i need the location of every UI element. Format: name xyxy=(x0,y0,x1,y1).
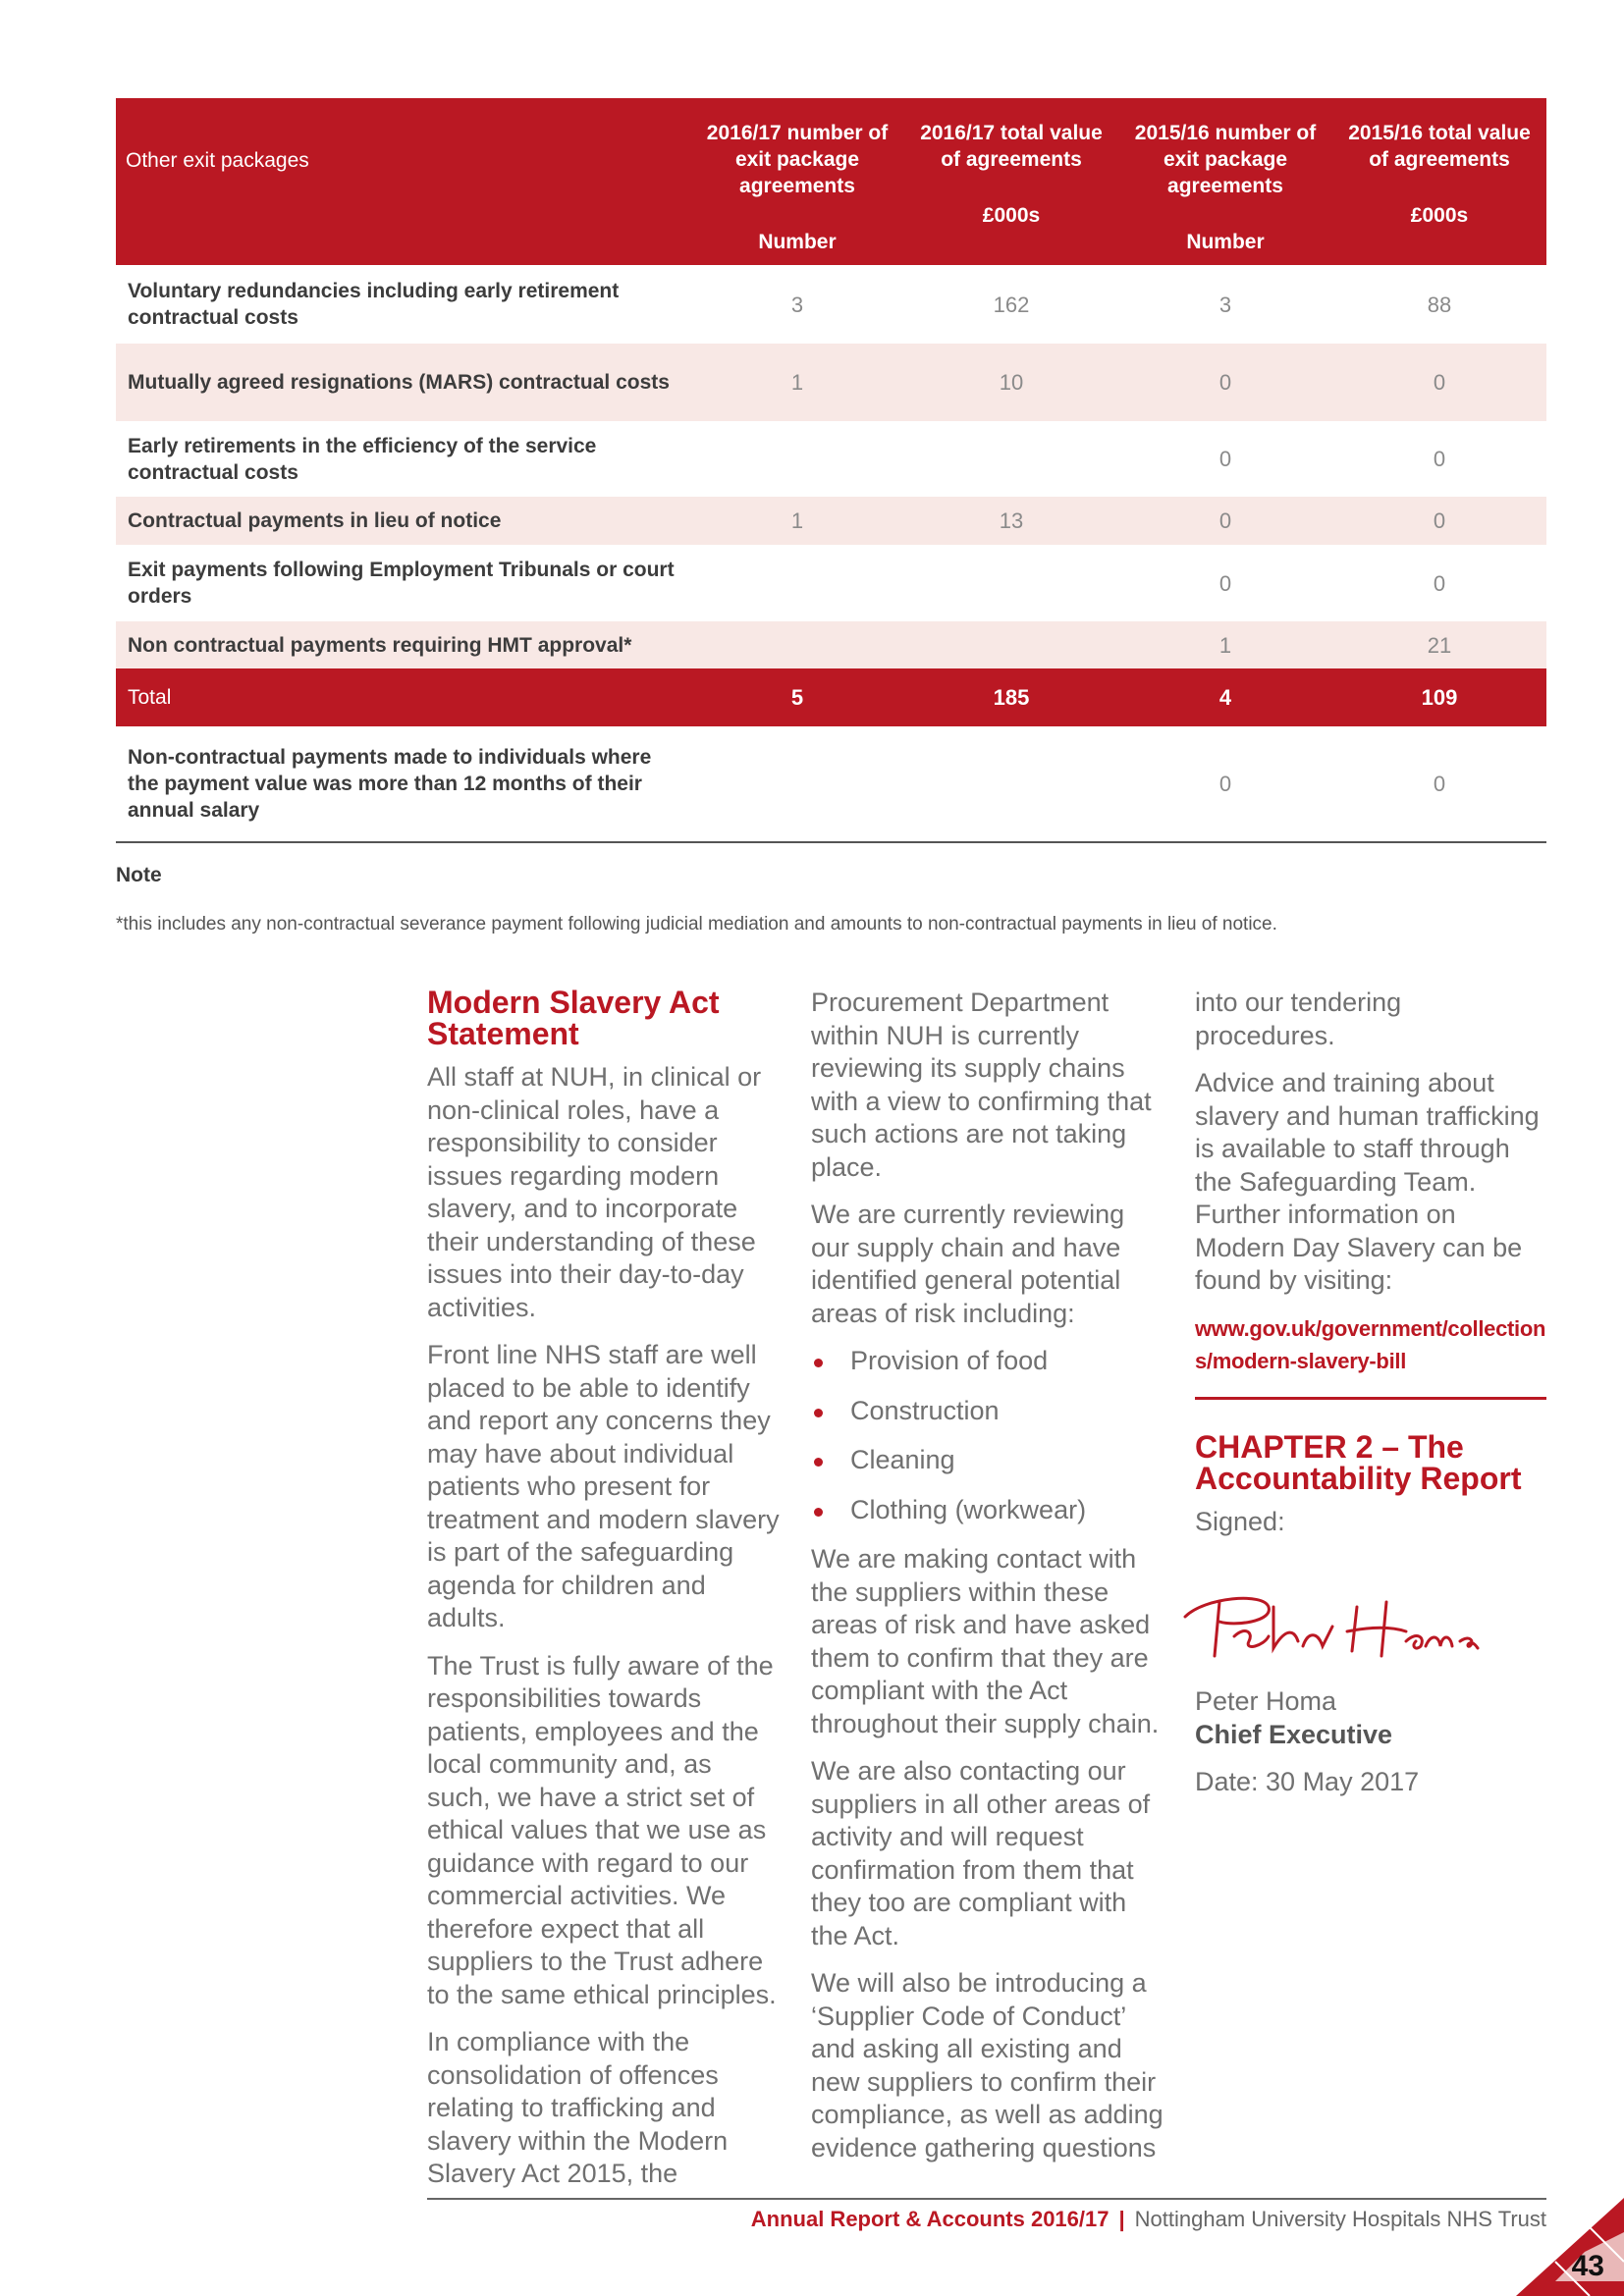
article-column-3 xyxy=(1195,987,1546,1814)
chapter-title: CHAPTER 2 – The Accountability Report xyxy=(1195,1428,1522,1496)
article-title: Modern Slavery Act Statement xyxy=(427,985,720,1051)
list-item: Construction xyxy=(811,1395,1166,1428)
article-column-1 xyxy=(427,987,781,2206)
paragraph: Front line NHS staff are well placed to be able to identify and report any concerns they may have about individual patients who present for treatment and modern slavery is part of the safeguarding agenda for children and adults. xyxy=(427,1340,780,1632)
paragraph: Procurement Department within NUH is currently reviewing its supply chains with a view to confirming that such actions are not taking place. xyxy=(811,988,1152,1182)
row-label: Total xyxy=(116,668,690,726)
row-value: 13 xyxy=(904,497,1118,545)
row-value xyxy=(690,726,904,842)
paragraph: In compliance with the consolidation of offences relating to trafficking and slavery within the Modern Slavery Act 2015, the xyxy=(427,2027,729,2188)
signed-label: Signed: xyxy=(1195,1506,1285,1536)
row-value: 5 xyxy=(690,668,904,726)
header-col: 2015/16 number of exit package agreements Number xyxy=(1118,98,1332,265)
list-item: Cleaning xyxy=(811,1444,1166,1477)
table-row xyxy=(116,545,1546,621)
row-value: 0 xyxy=(1433,570,1446,596)
footer-divider xyxy=(427,2198,1546,2200)
corner-triangle-decoration xyxy=(1516,2198,1624,2296)
row-value xyxy=(690,421,904,497)
row-value: 4 xyxy=(1118,668,1332,726)
footer-report: Annual Report & Accounts 2016/17 xyxy=(750,2207,1110,2231)
row-value: 88 xyxy=(1427,292,1452,317)
total-row xyxy=(116,668,1546,726)
signatory-role: Chief Executive xyxy=(1195,1719,1393,1749)
row-value: 10 xyxy=(904,344,1118,421)
note-title: Note xyxy=(116,864,162,886)
header-col: 2016/17 total value of agreements £000s xyxy=(904,98,1118,265)
header-label: Other exit packages xyxy=(116,98,690,265)
signed-date: Date: 30 May 2017 xyxy=(1195,1767,1420,1796)
risk-list xyxy=(811,1345,1166,1526)
row-value: 109 xyxy=(1332,668,1546,726)
row-value: 185 xyxy=(904,668,1118,726)
footer xyxy=(751,2207,1546,2232)
row-value: 21 xyxy=(1332,621,1546,668)
row-value xyxy=(690,545,904,621)
row-value: 0 xyxy=(1218,447,1232,471)
row-label: Early retirements in the efficiency of the service contractual costs xyxy=(128,434,597,484)
header-col: 2015/16 total value of agreements £000s xyxy=(1332,98,1546,265)
row-label: Non-contractual payments made to individuals where the payment value was more than 12 months of their annual salary xyxy=(116,726,690,842)
row-value xyxy=(904,545,1118,621)
list-item: Provision of food xyxy=(811,1345,1166,1378)
footer-separator: | xyxy=(1118,2207,1125,2231)
table-row xyxy=(116,265,1546,344)
row-value: 1 xyxy=(690,344,904,421)
table-row xyxy=(116,726,1546,842)
row-value: 0 xyxy=(1118,344,1332,421)
page-number: 43 xyxy=(1571,2250,1604,2282)
row-label: Mutually agreed resignations (MARS) contractual costs xyxy=(116,344,690,421)
row-value: 0 xyxy=(1332,344,1546,421)
row-value xyxy=(904,421,1118,497)
row-value: 0 xyxy=(1332,497,1546,545)
row-value: 0 xyxy=(1118,497,1332,545)
row-value: 0 xyxy=(1433,447,1446,471)
row-value xyxy=(690,621,904,668)
paragraph: We are making contact with the suppliers within these areas of risk and have asked them to confirm that they are compliant with the Act throughout their supply chain. xyxy=(811,1544,1160,1738)
row-value: 3 xyxy=(790,292,804,317)
row-label: Voluntary redundancies including early retirement contractual costs xyxy=(128,280,620,329)
table-row xyxy=(116,497,1546,545)
table-row xyxy=(116,344,1546,421)
row-value xyxy=(904,726,1118,842)
row-value: 0 xyxy=(1118,726,1332,842)
row-value: 162 xyxy=(993,292,1030,317)
paragraph: The Trust is fully aware of the responsibilities towards patients, employees and the local community and, as such, we have a strict set of ethical values that we use as guidance with regard to our commercial activities. We therefore expect that all suppliers to the Trust adhere to the same ethical principles. xyxy=(427,1650,777,2009)
paragraph: into our tendering procedures. xyxy=(1195,988,1402,1050)
row-label: Non contractual payments requiring HMT approval* xyxy=(116,621,690,668)
exit-packages-table xyxy=(116,98,1546,843)
row-value: 1 xyxy=(690,497,904,545)
signatory-name: Peter Homa xyxy=(1195,1686,1337,1716)
modern-slavery-link[interactable]: www.gov.uk/government/collections/modern-slavery-bill xyxy=(1195,1312,1546,1400)
row-value xyxy=(904,621,1118,668)
paragraph: We are currently reviewing our supply chain and have identified general potential areas of risk including: xyxy=(811,1200,1125,1328)
note-text: *this includes any non-contractual severance payment following judicial mediation and amounts to non-contractual payments in lieu of notice. xyxy=(116,914,1277,934)
paragraph: All staff at NUH, in clinical or non-clinical roles, have a responsibility to consider issues regarding modern slavery, and to incorporate their understanding of these issues into their day-to-day activities. xyxy=(427,1062,762,1322)
list-item: Clothing (workwear) xyxy=(811,1494,1166,1527)
footer-org: Nottingham University Hospitals NHS Trust xyxy=(1134,2207,1546,2231)
row-value: 3 xyxy=(1218,292,1232,317)
table-row xyxy=(116,621,1546,668)
paragraph: We are also contacting our suppliers in all other areas of activity and will request confirmation from them that they too are compliant with the Act. xyxy=(811,1756,1151,1950)
row-value: 1 xyxy=(1118,621,1332,668)
row-value: 0 xyxy=(1218,570,1232,596)
row-label: Contractual payments in lieu of notice xyxy=(116,497,690,545)
article-column-2 xyxy=(811,987,1166,2179)
row-label: Exit payments following Employment Tribunals or court orders xyxy=(128,559,675,608)
signature-image xyxy=(1175,1587,1480,1676)
table-row xyxy=(116,421,1546,497)
header-col: 2016/17 number of exit package agreements Number xyxy=(690,98,904,265)
row-value: 0 xyxy=(1332,726,1546,842)
paragraph: We will also be introducing a ‘Supplier Code of Conduct’ and asking all existing and new suppliers to confirm their compliance, as well as adding evidence gathering questions xyxy=(811,1968,1164,2163)
paragraph: Advice and training about slavery and human trafficking is available to staff through the Safeguarding Team. Further information on Modern Day Slavery can be found by visiting: xyxy=(1195,1068,1540,1295)
